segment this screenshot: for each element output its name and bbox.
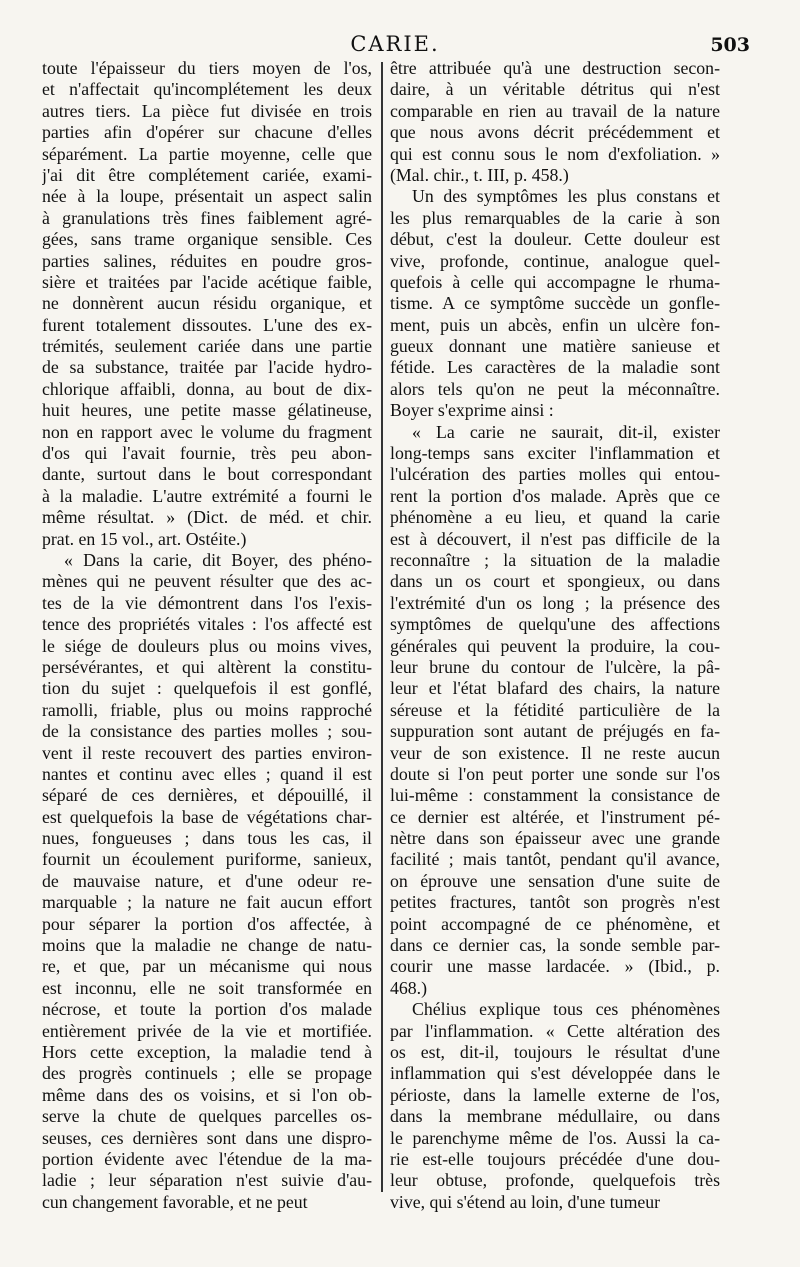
text-line: ment, puis un abcès, enfin un ulcère fon-	[390, 314, 720, 335]
text-line: Boyer s'exprime ainsi :	[390, 400, 554, 421]
text-line: marquable ; la nature ne fait aucun effort	[42, 892, 372, 913]
text-line: leur obtuse, profonde, quelquefois très	[390, 1170, 720, 1191]
text-line: daire, à un véritable détritus qui n'est	[390, 79, 720, 100]
text-line: de la consistance des parties molles ; sou-	[42, 721, 372, 742]
text-line: de mauvaise nature, et d'une odeur re-	[42, 870, 372, 891]
text-line: Chélius explique tous ces phénomènes	[412, 999, 720, 1020]
text-line: fétide. Les caractères de la maladie sont	[390, 357, 720, 378]
text-line: serve la chute de quelques parcelles os-	[42, 1106, 372, 1127]
text-line: autres tiers. La pièce fut divisée en trois	[42, 100, 372, 121]
text-line: point accompagné de ce phénomène, et	[390, 913, 720, 934]
text-line: par l'inflammation. « Cette altération des	[390, 1020, 720, 1041]
text-line: symptômes de quelqu'une des affections	[390, 614, 720, 635]
page-header	[40, 30, 750, 60]
text-line: nètre dans son épaisseur avec une grande	[390, 828, 720, 849]
text-line: suppuration sont autant de préjugés en fa-	[390, 721, 720, 742]
text-line: périoste, dans la lamelle externe de l'os,	[390, 1084, 720, 1105]
text-line: tes de la vie démontrent dans l'os l'exis-	[42, 592, 372, 613]
text-line: le siége de douleurs plus ou moins vives,	[42, 635, 372, 656]
text-line: ramolli, friable, plus ou moins rapproché	[42, 699, 372, 720]
text-line: j'ai dit être complétement cariée, exami-	[42, 164, 372, 185]
text-line: alors tels qu'on ne peut la méconnaître.	[390, 378, 720, 399]
text-line: on éprouve une sensation d'une suite de	[390, 870, 720, 891]
text-line: l'ulcération des parties molles qui entou-	[390, 464, 720, 485]
text-line: leur et l'état blafard des chairs, la nature	[390, 678, 720, 699]
text-line: séparément. La partie moyenne, celle que	[42, 143, 372, 164]
text-line: seuses, ces dernières sont dans une dispro-	[42, 1127, 372, 1148]
text-line: Hors cette exception, la maladie tend à	[42, 1041, 372, 1062]
text-line: parties afin d'opérer sur chacune d'elles	[42, 122, 372, 143]
text-line: facilité ; mais tantôt, pendant qu'il avance,	[390, 849, 720, 870]
text-line: séparé de ces dernières, et dépouillé, il	[42, 785, 372, 806]
text-line: à granulations très fines faiblement agré-	[42, 207, 372, 228]
text-line: reconnaître ; la situation de la maladie	[390, 549, 720, 570]
text-line: est quelquefois la base de végétations char-	[42, 806, 372, 827]
text-line: ladie ; leur séparation n'est suivie d'au-	[42, 1170, 372, 1191]
text-line: furent totalement dissoutes. L'une des ex-	[42, 314, 372, 335]
text-line: dans un os court et spongieux, ou dans	[390, 571, 720, 592]
text-line: mènes qui ne peuvent résulter que des ac-	[42, 571, 372, 592]
text-line: qui est connu sous le nom d'exfoliation. »	[390, 143, 720, 164]
text-line: même résultat. » (Dict. de méd. et chir.	[42, 507, 372, 528]
text-line: cun changement favorable, et ne peut	[42, 1191, 308, 1212]
text-line: « Dans la carie, dit Boyer, des phéno-	[64, 549, 372, 570]
text-line: rie est-elle toujours précédée d'une dou-	[390, 1148, 720, 1169]
text-line: et n'affectait qu'incomplétement les deux	[42, 79, 372, 100]
text-line: à la maladie. L'autre extrémité a fourni le	[42, 485, 372, 506]
text-line: ce dernier est altérée, et l'instrument pé-	[390, 806, 720, 827]
text-line: prat. en 15 vol., art. Ostéite.)	[42, 528, 247, 549]
text-line: être attribuée qu'à une destruction secon-	[390, 58, 720, 78]
text-line: « La carie ne saurait, dit-il, exister	[412, 421, 720, 442]
text-line: vive, profonde, continue, analogue quel-	[390, 250, 720, 271]
text-line: début, c'est la douleur. Cette douleur est	[390, 229, 720, 250]
text-line: comparable en rien au travail de la nature	[390, 100, 720, 121]
text-line: persévérantes, et qui altèrent la constitu-	[42, 656, 372, 677]
text-line: long-temps sans exciter l'inflammation et	[390, 443, 720, 464]
text-line: séreuse et la fétidité particulière de la	[390, 699, 720, 720]
text-line: petites fractures, tantôt son progrès n'est	[390, 892, 720, 913]
text-line: les plus remarquables de la carie à son	[390, 207, 720, 228]
text-line: toute l'épaisseur du tiers moyen de l'os,	[42, 58, 372, 78]
right-column	[390, 58, 720, 1213]
text-line: ne donnèrent aucun résidu organique, et	[42, 293, 372, 314]
text-line: nantes et continu avec elles ; quand il est	[42, 763, 372, 784]
text-line: Un des symptômes les plus constans et	[412, 186, 720, 207]
text-line: dans la membrane médullaire, ou dans	[390, 1106, 720, 1127]
text-line: dans ce dernier cas, la sonde semble par-	[390, 935, 720, 956]
text-line: générales qui peuvent la produire, la cou-	[390, 635, 720, 656]
text-line: vive, qui s'étend au loin, d'une tumeur	[390, 1191, 661, 1212]
text-line: (Mal. chir., t. III, p. 458.)	[390, 164, 569, 185]
text-line: des progrès continuels ; elle se propage	[42, 1063, 372, 1084]
text-line: sière et traitées par l'acide acétique faible,	[42, 271, 372, 292]
text-line: quefois à celle qui accompagne le rhuma-	[390, 271, 720, 292]
text-line: que nous avons décrit précédemment et	[390, 122, 720, 143]
text-line: nues, fongueuses ; dans tous les cas, il	[42, 828, 372, 849]
text-line: fournit un écoulement puriforme, sanieux,	[42, 849, 372, 870]
text-line: même dans des os voisins, et si l'on ob-	[42, 1084, 372, 1105]
column-divider	[381, 62, 383, 1192]
text-line: phénomène a eu lieu, et quand la carie	[390, 507, 720, 528]
text-line: re, et que, par un mécanisme qui nous	[42, 956, 372, 977]
text-line: os est, dit-il, toujours le résultat d'une	[390, 1041, 720, 1062]
text-line: moins que la maladie ne change de natu-	[42, 935, 372, 956]
text-line: portion évidente avec l'étendue de la ma-	[42, 1148, 372, 1169]
text-line: de sa substance, traitée par l'acide hydro-	[42, 357, 372, 378]
text-line: tion du sujet : quelquefois il est gonflé,	[42, 678, 372, 699]
text-line: 468.)	[390, 977, 428, 998]
text-line: est inconnu, elle ne soit transformée en	[42, 977, 372, 998]
text-line: gées, sans trame organique sensible. Ces	[42, 229, 372, 250]
text-line: parties salines, réduites en poudre gros-	[42, 250, 372, 271]
text-line: vent il reste recouvert des parties environ-	[42, 742, 372, 763]
text-line: leur brune du contour de l'ulcère, la pâ-	[390, 656, 720, 677]
text-line: lui-même : constamment la consistance de	[390, 785, 720, 806]
text-line: veur de son existence. Il ne reste aucun	[390, 742, 720, 763]
text-line: gueux donnant une matière sanieuse et	[390, 336, 720, 357]
text-line: chlorique affaibli, donna, au bout de dix-	[42, 378, 372, 399]
left-column	[42, 58, 372, 1213]
text-line: courir une masse lardacée. » (Ibid., p.	[390, 956, 720, 977]
text-line: non en rapport avec le volume du fragment	[42, 421, 372, 442]
text-columns	[42, 58, 724, 1212]
text-line: inflammation qui s'est développée dans le	[390, 1063, 720, 1084]
text-line: pour séparer la portion d'os affectée, à	[42, 913, 372, 934]
text-line: tisme. A ce symptôme succède un gonfle-	[390, 293, 720, 314]
text-line: nécrose, et toute la portion d'os malade	[42, 999, 372, 1020]
page-number: 503	[710, 34, 750, 56]
text-line: trémités, seulement cariée dans une partie	[42, 336, 372, 357]
text-line: née à la loupe, présentait un aspect salin	[42, 186, 372, 207]
text-line: huit heures, une petite masse gélatineuse,	[42, 400, 372, 421]
text-line: rent la portion d'os malade. Après que ce	[390, 485, 720, 506]
text-line: tence des propriétés vitales : l'os affecté est	[42, 614, 372, 635]
text-line: dante, surtout dans le bout correspondant	[42, 464, 372, 485]
text-line: doute si l'on peut porter une sonde sur l'os	[390, 763, 720, 784]
text-line: d'os qui l'avait fournie, très peu abon-	[42, 443, 372, 464]
text-line: entièrement privée de la vie et mortifiée.	[42, 1020, 372, 1041]
text-line: est à découvert, il n'est pas difficile de la	[390, 528, 720, 549]
running-title: CARIE.	[350, 32, 440, 56]
text-line: l'extrémité d'un os long ; la présence des	[390, 592, 720, 613]
text-line: le parenchyme même de l'os. Aussi la ca-	[390, 1127, 720, 1148]
